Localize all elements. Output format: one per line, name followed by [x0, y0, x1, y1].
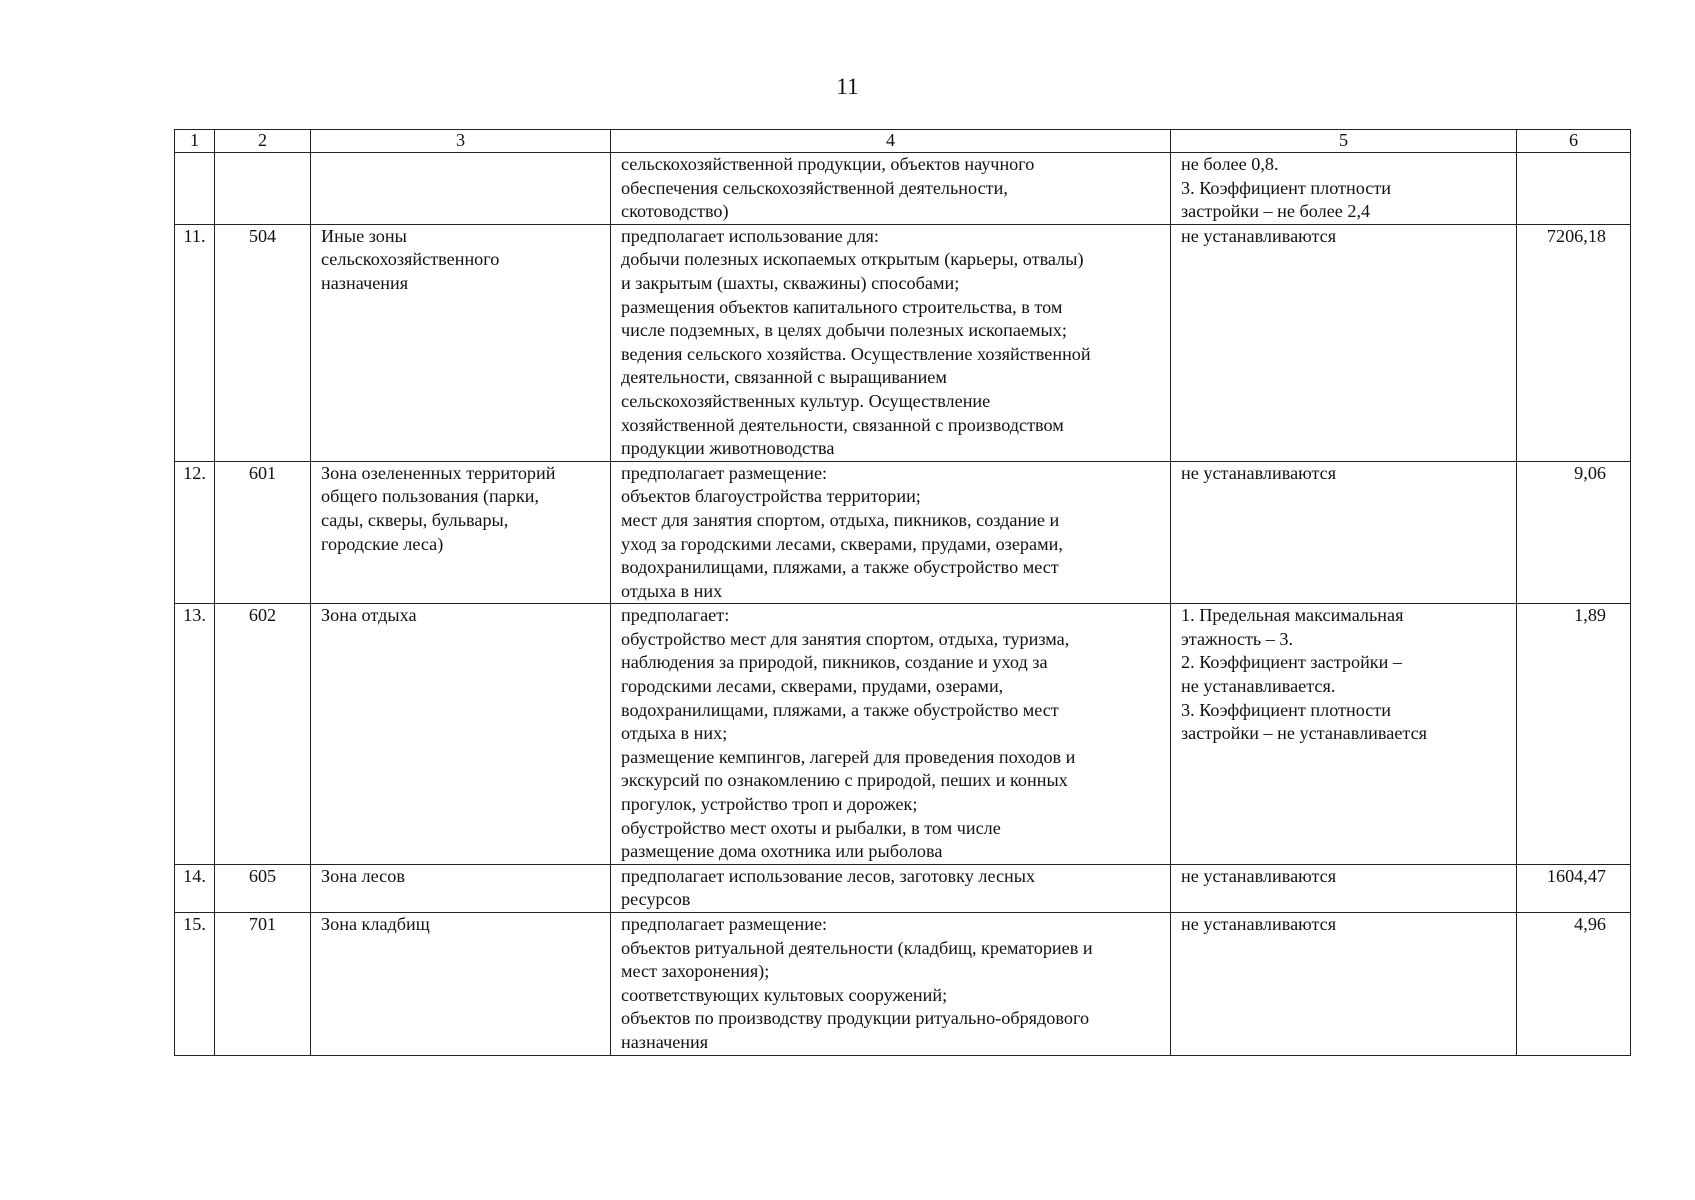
row-number-cell [175, 153, 215, 225]
zone-name-cell-line: Зона лесов [321, 865, 405, 886]
zone-description-cell-line: размещения объектов капитального строительства, в том [621, 296, 1063, 317]
zone-name-cell-line: назначения [321, 272, 409, 293]
zone-name-cell [311, 864, 611, 912]
zone-description-cell-line: обустройство мест охоты и рыбалки, в том числе [621, 817, 1001, 838]
zone-description-cell-line: и закрытым (шахты, скважины) способами; [621, 272, 960, 293]
zone-description-cell-line: отдыха в них; [621, 723, 728, 744]
zone-area-cell-text: 7206,18 [1546, 225, 1606, 246]
row-number-cell [175, 864, 215, 912]
zone-parameters-cell [1171, 913, 1517, 1056]
zone-area-cell [1517, 224, 1631, 461]
zone-parameters-cell-line: застройки – не более 2,4 [1181, 201, 1371, 222]
zone-area-cell [1517, 604, 1631, 865]
zone-description-cell-line: хозяйственной деятельности, связанной с производством [621, 414, 1064, 435]
zone-area-cell-text: 1,89 [1574, 605, 1606, 626]
row-number-cell [175, 461, 215, 604]
row-number-cell-text: 11. [183, 225, 206, 246]
zone-description-cell-line: уход за городскими лесами, скверами, прудами, озерами, [621, 533, 1063, 554]
zone-description-cell-line: обеспечения сельскохозяйственной деятельности, [621, 177, 1008, 198]
zone-parameters-cell [1171, 461, 1517, 604]
zone-parameters-cell-line: не устанавливаются [1181, 225, 1337, 246]
zone-name-cell [311, 224, 611, 461]
zone-area-cell [1517, 461, 1631, 604]
row-number-cell [175, 913, 215, 1056]
table-row [175, 604, 1631, 865]
zone-description-cell [611, 864, 1171, 912]
header-cell: 5 [1171, 130, 1517, 153]
zone-description-cell [611, 913, 1171, 1056]
zone-description-cell-line: объектов по производству продукции ритуально-обрядового [621, 1008, 1090, 1029]
zone-description-cell-line: предполагает размещение: [621, 462, 828, 483]
zone-description-cell [611, 461, 1171, 604]
zone-name-cell-line: Иные зоны [321, 225, 407, 246]
table-row [175, 461, 1631, 604]
zone-parameters-cell [1171, 604, 1517, 865]
zone-description-cell-line: обустройство мест для занятия спортом, отдыха, туризма, [621, 628, 1070, 649]
zone-code-cell [215, 913, 311, 1056]
zone-name-cell [311, 461, 611, 604]
zone-description-cell-line: назначения [621, 1031, 709, 1052]
page-number: 11 [836, 74, 859, 99]
zones-table [174, 129, 1631, 1056]
zone-description-cell [611, 224, 1171, 461]
zone-parameters-cell-line: не устанавливается. [1181, 676, 1336, 697]
zone-description-cell-line: числе подземных, в целях добычи полезных ископаемых; [621, 320, 1067, 341]
zone-parameters-cell [1171, 864, 1517, 912]
zone-description-cell-line: прогулок, устройство троп и дорожек; [621, 794, 918, 815]
zone-parameters-cell-line: не устанавливаются [1181, 462, 1337, 483]
zone-area-cell-text: 4,96 [1574, 914, 1606, 934]
zone-code-cell [215, 153, 311, 225]
zone-description-cell-line: сельскохозяйственной продукции, объектов научного [621, 154, 1035, 174]
zone-parameters-cell-line: не более 0,8. [1181, 154, 1279, 174]
header-cell: 4 [611, 130, 1171, 153]
zone-description-cell-line: объектов ритуальной деятельности (кладбищ, крематориев и [621, 937, 1093, 958]
zone-description-cell-line: мест захоронения); [621, 961, 770, 982]
zone-area-cell [1517, 864, 1631, 912]
row-number-cell [175, 604, 215, 865]
zone-description-cell-line: деятельности, связанной с выращиванием [621, 367, 947, 388]
zone-name-cell [311, 604, 611, 865]
zone-description-cell [611, 153, 1171, 225]
zone-description-cell-line: водохранилищами, пляжами, а также обустройство мест [621, 557, 1059, 578]
zone-code-cell [215, 864, 311, 912]
zone-area-cell-text: 9,06 [1574, 462, 1606, 483]
zone-name-cell-line: Зона кладбищ [321, 914, 430, 934]
table-row [175, 153, 1631, 225]
zone-description-cell-line: мест для занятия спортом, отдыха, пикников, создание и [621, 509, 1060, 530]
zone-parameters-cell [1171, 224, 1517, 461]
row-number-cell-text: 12. [183, 462, 206, 483]
zone-name-cell-line: Зона отдыха [321, 605, 417, 626]
zone-code-cell [215, 224, 311, 461]
zone-code-cell-text: 504 [248, 225, 277, 246]
zone-description-cell-line: добычи полезных ископаемых открытым (карьеры, отвалы) [621, 249, 1084, 270]
zone-name-cell-line: сады, скверы, бульвары, [321, 509, 509, 530]
zone-description-cell-line: объектов благоустройства территории; [621, 486, 921, 507]
table-row [175, 864, 1631, 912]
zone-description-cell-line: экскурсий по ознакомлению с природой, пеших и конных [621, 770, 1068, 791]
zone-parameters-cell-line: не устанавливаются [1181, 865, 1337, 886]
table-row [175, 224, 1631, 461]
zone-area-cell [1517, 153, 1631, 225]
zone-code-cell [215, 461, 311, 604]
zone-code-cell [215, 604, 311, 865]
zone-area-cell-text: 1604,47 [1546, 865, 1606, 886]
zone-description-cell-line: сельскохозяйственных культур. Осуществление [621, 390, 991, 411]
zone-area-cell [1517, 913, 1631, 1056]
header-cell: 6 [1517, 130, 1631, 153]
zone-parameters-cell-line: застройки – не устанавливается [1181, 723, 1428, 744]
zone-description-cell-line: ведения сельского хозяйства. Осуществление хозяйственной [621, 343, 1091, 364]
zone-name-cell-line: общего пользования (парки, [321, 486, 540, 507]
zone-parameters-cell-line: 1. Предельная максимальная [1181, 605, 1404, 626]
table-row [175, 913, 1631, 1056]
zone-name-cell [311, 913, 611, 1056]
zone-parameters-cell-line: 3. Коэффициент плотности [1181, 177, 1392, 198]
zone-name-cell [311, 153, 611, 225]
zone-parameters-cell-line: этажность – 3. [1181, 628, 1294, 649]
zone-code-cell-text: 601 [248, 462, 277, 483]
zone-description-cell-line: ресурсов [621, 889, 691, 910]
row-number-cell-text: 13. [183, 605, 206, 626]
zone-description-cell-line: предполагает использование для: [621, 225, 879, 246]
zone-code-cell-text: 602 [248, 605, 277, 626]
zone-description-cell-line: размещение дома охотника или рыболова [621, 841, 943, 862]
zone-description-cell-line: городскими лесами, скверами, прудами, озерами, [621, 676, 1004, 697]
zone-description-cell-line: размещение кемпингов, лагерей для проведения походов и [621, 746, 1076, 767]
zone-name-cell-line: Зона озелененных территорий [321, 462, 556, 483]
zone-description-cell-line: предполагает размещение: [621, 914, 828, 934]
zone-description-cell-line: продукции животноводства [621, 438, 835, 459]
zone-name-cell-line: городские леса) [321, 533, 444, 554]
header-cell: 1 [175, 130, 215, 153]
zone-parameters-cell-line: не устанавливаются [1181, 914, 1337, 934]
zone-description-cell-line: соответствующих культовых сооружений; [621, 984, 948, 1005]
header-cell: 3 [311, 130, 611, 153]
zone-description-cell [611, 604, 1171, 865]
zone-description-cell-line: отдыха в них [621, 580, 723, 601]
zone-code-cell-text: 701 [248, 914, 277, 934]
zone-description-cell-line: наблюдения за природой, пикников, создание и уход за [621, 652, 1048, 673]
zone-parameters-cell-line: 2. Коэффициент застройки – [1181, 652, 1403, 673]
row-number-cell-text: 15. [183, 914, 206, 934]
zone-description-cell-line: предполагает: [621, 605, 730, 626]
header-cell: 2 [215, 130, 311, 153]
zone-description-cell-line: предполагает использование лесов, заготовку лесных [621, 865, 1036, 886]
zone-parameters-cell-line: 3. Коэффициент плотности [1181, 699, 1392, 720]
zone-code-cell-text: 605 [248, 865, 277, 886]
row-number-cell [175, 224, 215, 461]
row-number-cell-text: 14. [183, 865, 206, 886]
zone-description-cell-line: скотоводство) [621, 201, 729, 222]
table-header-row [175, 130, 1631, 153]
zone-description-cell-line: водохранилищами, пляжами, а также обустройство мест [621, 699, 1059, 720]
zone-name-cell-line: сельскохозяйственного [321, 249, 500, 270]
zone-parameters-cell [1171, 153, 1517, 225]
